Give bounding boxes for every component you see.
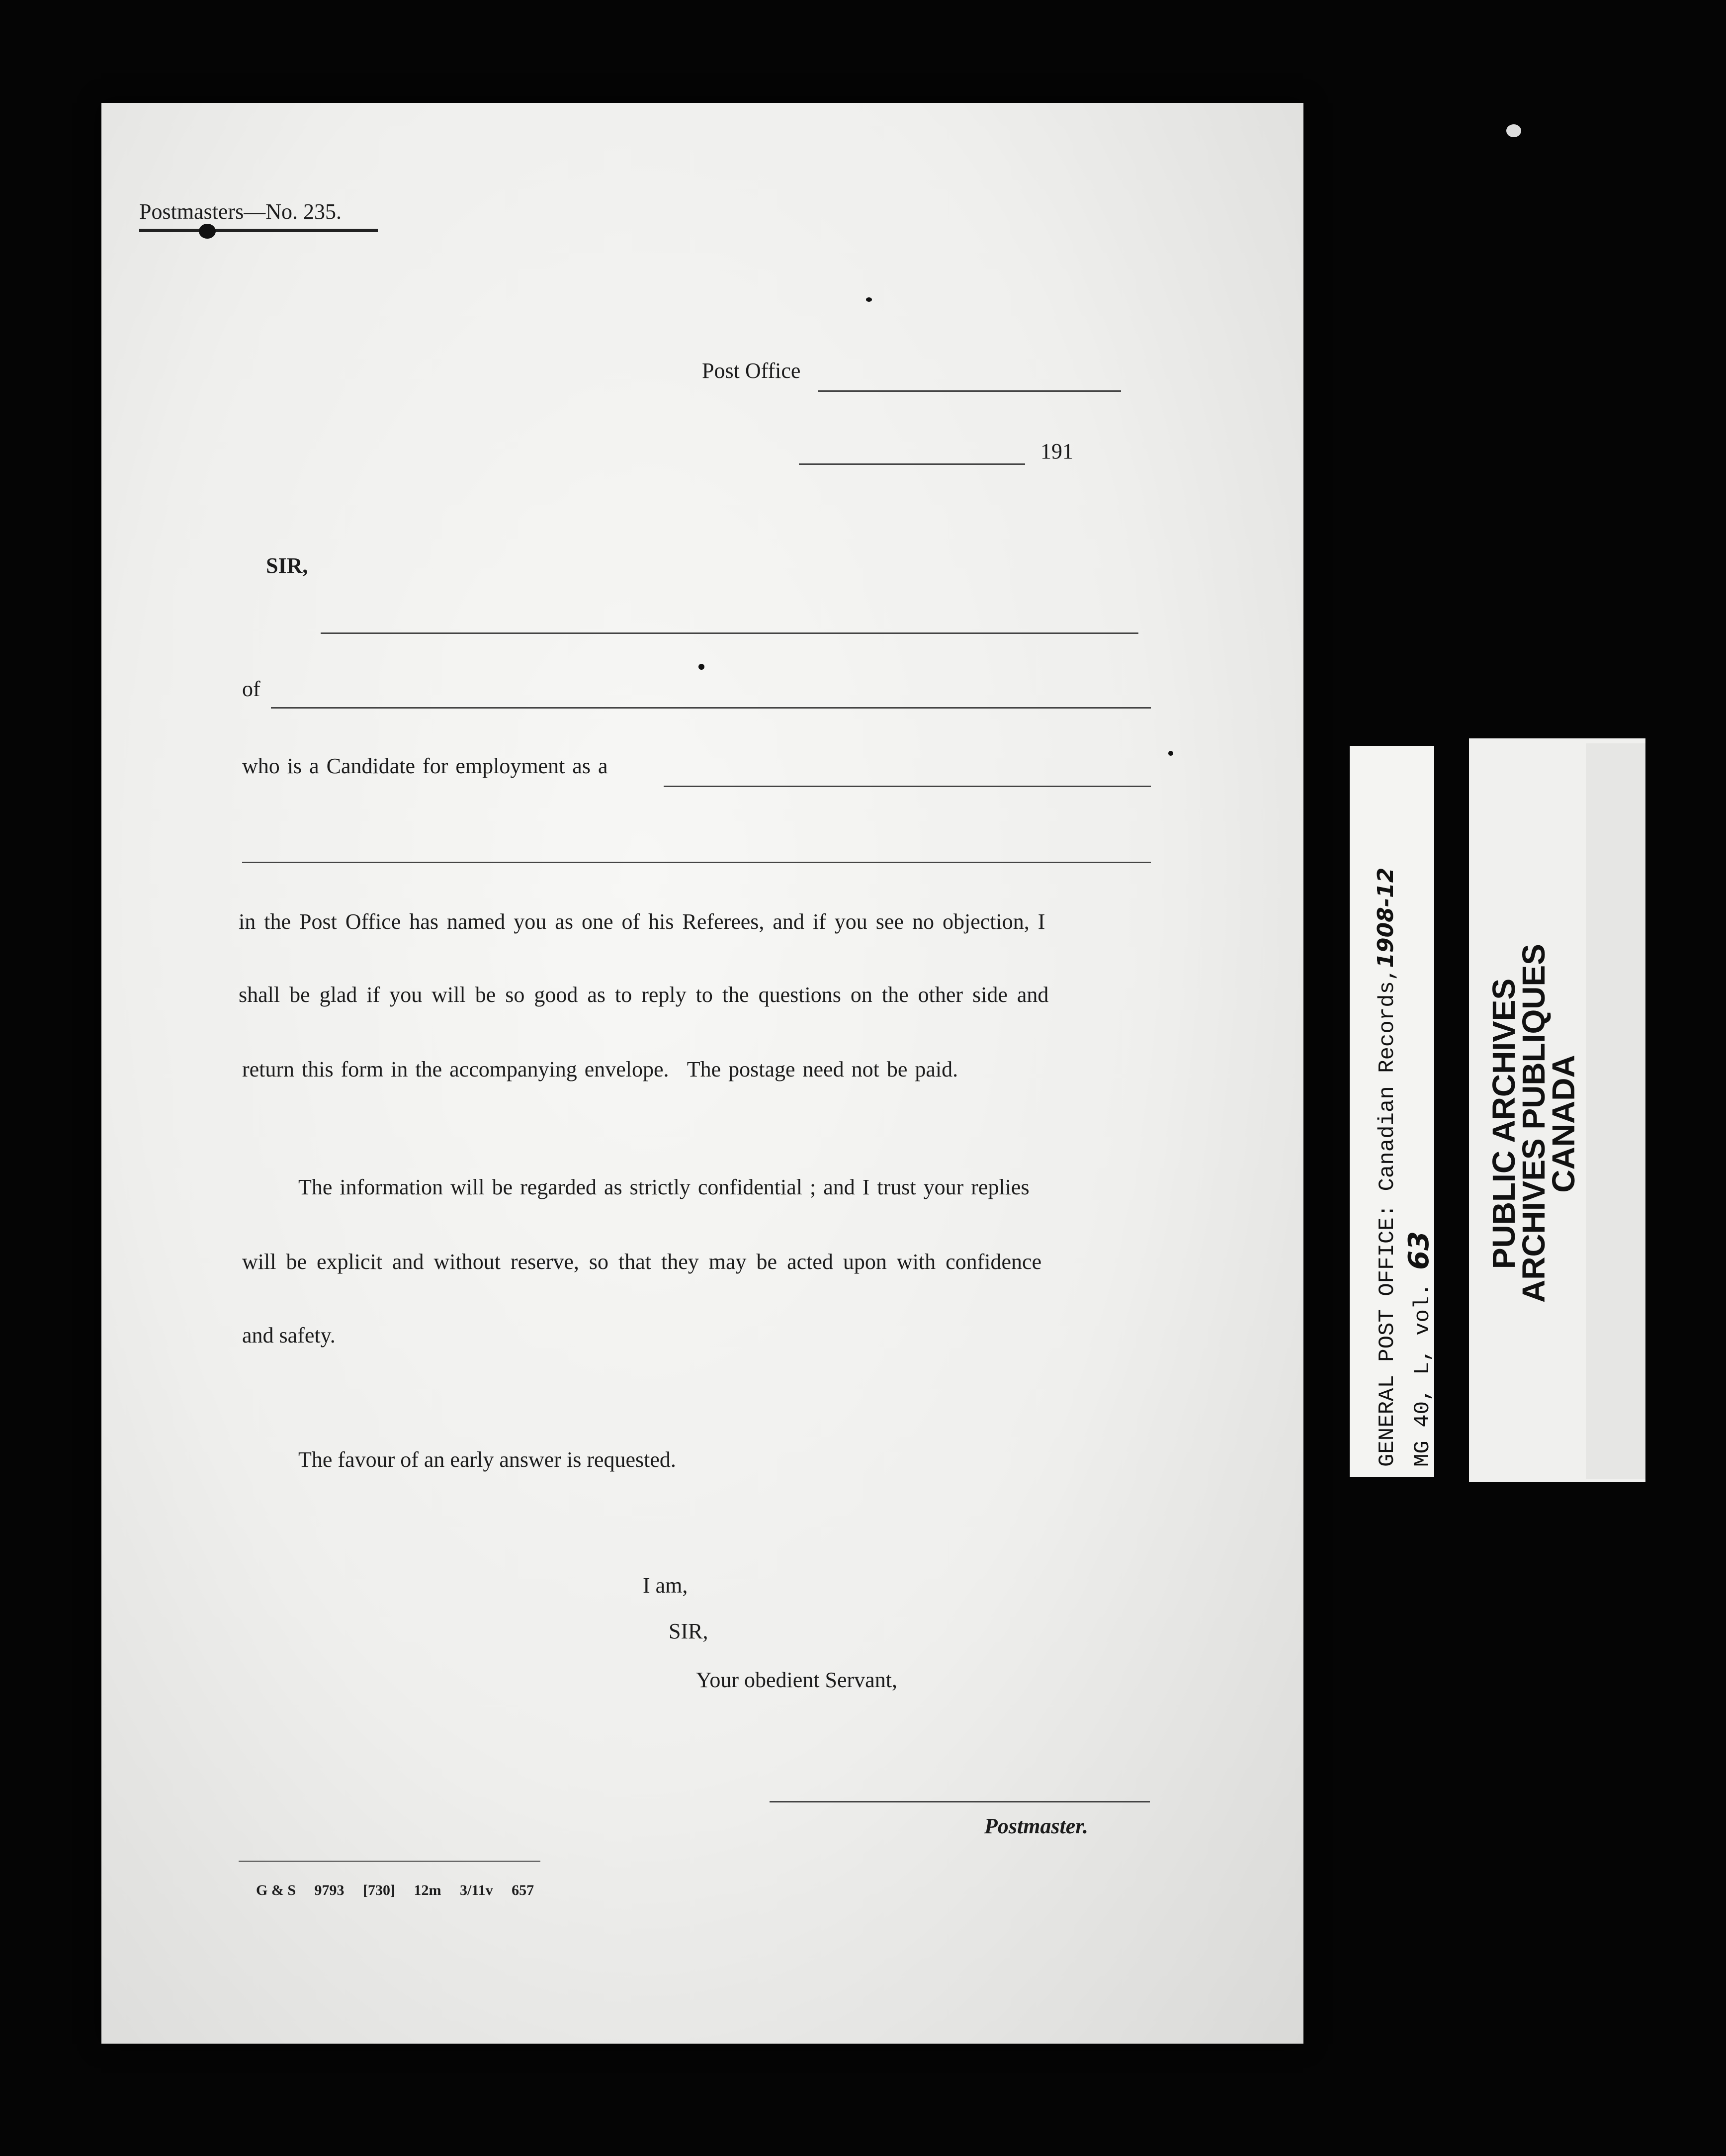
archive-stamp-line2: ARCHIVES PUBLIQUES [1516,944,1552,1303]
post-office-field [818,390,1121,392]
employment-field [664,786,1151,787]
archive-label-line2-text: MG 40, L, vol. [1410,1283,1435,1467]
printer-code: G & S 9793 [730] 12m 3/11v 657 [256,1882,534,1898]
closing-i-am: I am, [643,1573,688,1598]
candidate-text: who is a Candidate for employment as a [242,754,608,778]
archive-label-line1 [1373,868,1400,1467]
signature-title: Postmaster. [984,1814,1089,1838]
archive-stamp [1486,944,1581,1303]
archive-label-line2 [1403,1231,1435,1467]
date-field [799,463,1025,465]
archive-label-handwritten-volume: 63 [1403,1231,1435,1270]
archive-stamp-line1: PUBLIC ARCHIVES [1486,978,1522,1269]
speck [866,297,872,302]
archive-label-handwritten-years: 1908-12 [1373,867,1398,968]
archive-label-line1-text: GENERAL POST OFFICE: Canadian Records, [1375,968,1400,1467]
speck [1506,124,1521,137]
paragraph1-line2: shall be glad if you will be so good as to reply to the questions on the other side and [239,983,1049,1007]
archive-stamp-line3: CANADA [1546,1055,1581,1193]
referee-name-field [321,632,1138,634]
employment-field-continued [242,862,1151,863]
year-prefix: 191 [1040,439,1073,463]
closing-sir: SIR, [669,1619,708,1643]
paragraph1-line1: in the Post Office has named you as one of his Referees, and if you see no objection, I [239,909,1045,934]
paragraph1-line3: return this form in the accompanying envelope. The postage need not be paid. [242,1057,958,1081]
speck [698,664,704,670]
paragraph2-line3: and safety. [242,1323,336,1348]
form-number-rule [139,229,378,232]
ink-blot [199,224,216,239]
paragraph2-line2: will be explicit and without reserve, so that they may be acted upon with confidence [242,1250,1042,1274]
of-label: of [242,677,260,701]
salutation: SIR, [266,553,308,578]
signature-field [770,1801,1150,1802]
form-number: Postmasters—No. 235. [139,199,342,224]
post-office-label: Post Office [702,359,801,383]
speck [1168,751,1173,756]
paragraph2-line1: The information will be regarded as strictly confidential ; and I trust your replies [298,1175,1030,1199]
printer-rule [239,1861,540,1862]
referee-address-field [271,707,1151,709]
paragraph3: The favour of an early answer is requested. [298,1447,676,1472]
archive-stamp-shadow [1586,743,1645,1479]
closing-servant: Your obedient Servant, [696,1668,897,1692]
